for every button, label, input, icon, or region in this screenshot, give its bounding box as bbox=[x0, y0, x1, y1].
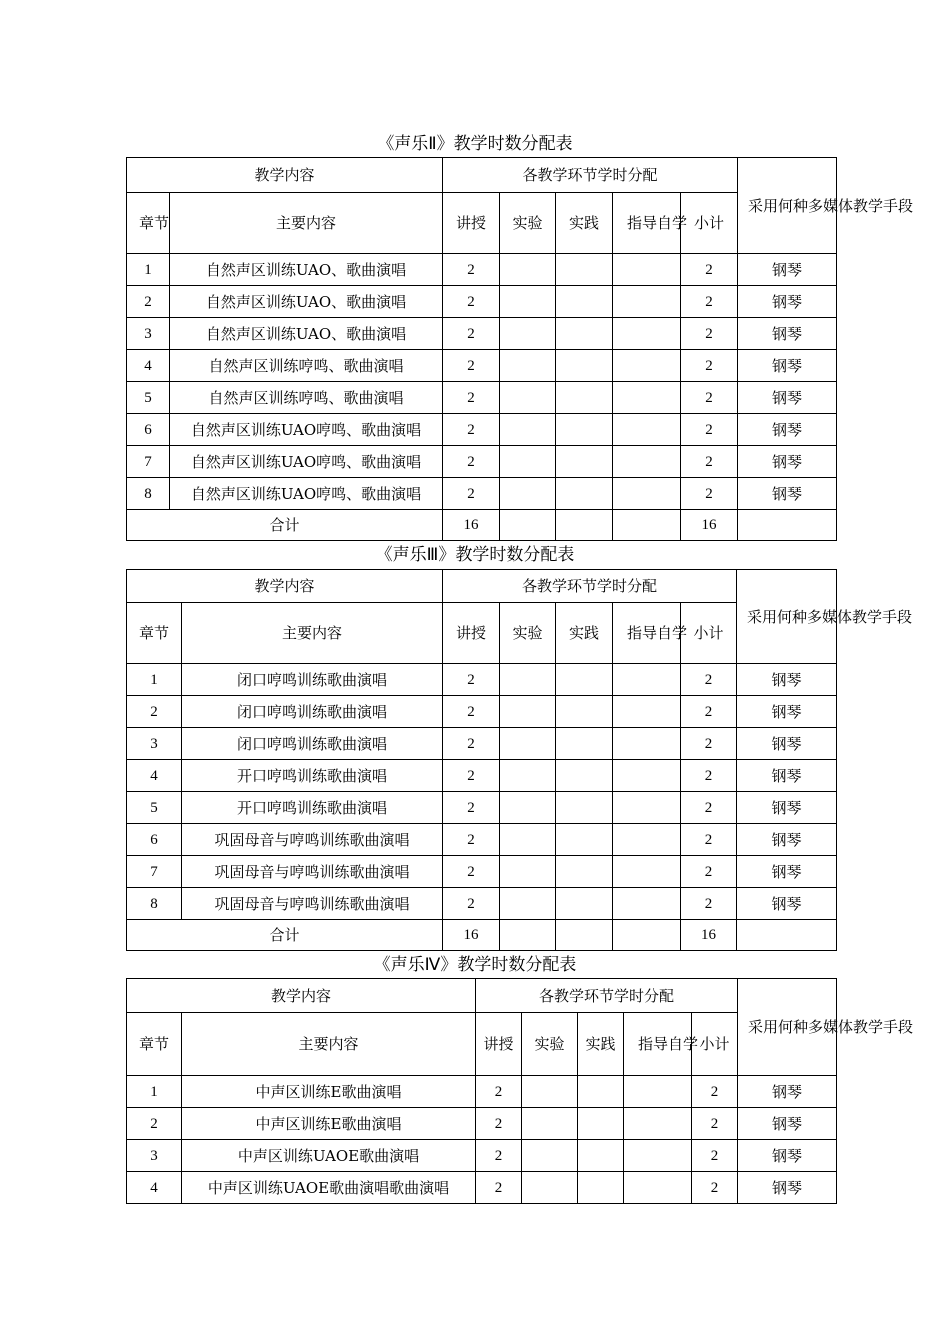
cell-subtotal: 2 bbox=[681, 478, 738, 510]
table-title: 《声乐Ⅱ》教学时数分配表 bbox=[377, 134, 573, 154]
total-media bbox=[737, 920, 837, 951]
cell-guided-study bbox=[613, 382, 681, 414]
cell-guided-study bbox=[613, 696, 681, 728]
cell-practice bbox=[556, 856, 613, 888]
header-experiment: 实验 bbox=[500, 193, 556, 254]
cell-practice bbox=[578, 1076, 624, 1108]
cell-guided-study bbox=[613, 888, 681, 920]
cell-lecture: 2 bbox=[443, 478, 500, 510]
cell-experiment bbox=[500, 888, 556, 920]
cell-experiment bbox=[500, 696, 556, 728]
cell-guided-study bbox=[624, 1172, 692, 1204]
schedule-table bbox=[126, 978, 914, 1204]
table-row bbox=[127, 696, 837, 728]
cell-practice bbox=[556, 792, 613, 824]
cell-chapter: 5 bbox=[127, 792, 182, 824]
cell-guided-study bbox=[613, 728, 681, 760]
table-row bbox=[127, 350, 837, 382]
cell-content: 中声区训练UAOE歌曲演唱 bbox=[182, 1140, 476, 1172]
cell-lecture: 2 bbox=[443, 760, 500, 792]
cell-subtotal: 2 bbox=[692, 1108, 738, 1140]
cell-practice bbox=[556, 254, 613, 286]
cell-lecture: 2 bbox=[443, 286, 500, 318]
table-row bbox=[127, 664, 837, 696]
cell-subtotal: 2 bbox=[681, 446, 738, 478]
total-media bbox=[738, 510, 837, 541]
cell-experiment bbox=[500, 318, 556, 350]
cell-chapter: 4 bbox=[127, 760, 182, 792]
cell-lecture: 2 bbox=[476, 1076, 522, 1108]
cell-practice bbox=[556, 478, 613, 510]
cell-content: 巩固母音与哼鸣训练歌曲演唱 bbox=[182, 856, 443, 888]
table-row bbox=[127, 792, 837, 824]
cell-media: 钢琴 bbox=[737, 824, 837, 856]
cell-subtotal: 2 bbox=[681, 888, 737, 920]
cell-practice bbox=[556, 446, 613, 478]
cell-chapter: 5 bbox=[127, 382, 170, 414]
cell-lecture: 2 bbox=[443, 728, 500, 760]
table-row bbox=[127, 856, 837, 888]
cell-chapter: 2 bbox=[127, 1108, 182, 1140]
cell-subtotal: 2 bbox=[681, 382, 738, 414]
cell-guided-study bbox=[613, 478, 681, 510]
cell-subtotal: 2 bbox=[681, 696, 737, 728]
cell-chapter: 2 bbox=[127, 696, 182, 728]
total-subtotal: 16 bbox=[681, 510, 738, 541]
cell-experiment bbox=[500, 478, 556, 510]
header-subtotal: 小计 bbox=[681, 603, 737, 664]
cell-chapter: 6 bbox=[127, 414, 170, 446]
cell-chapter: 1 bbox=[127, 664, 182, 696]
header-subtotal: 小计 bbox=[681, 193, 738, 254]
header-content: 教学内容 bbox=[127, 158, 443, 193]
cell-content: 自然声区训练UAO哼鸣、歌曲演唱 bbox=[170, 478, 443, 510]
cell-media: 钢琴 bbox=[737, 728, 837, 760]
cell-content: 开口哼鸣训练歌曲演唱 bbox=[182, 760, 443, 792]
cell-content: 自然声区训练UAO、歌曲演唱 bbox=[170, 254, 443, 286]
cell-lecture: 2 bbox=[443, 318, 500, 350]
cell-media: 钢琴 bbox=[737, 792, 837, 824]
cell-experiment bbox=[500, 414, 556, 446]
schedule-table bbox=[126, 157, 914, 541]
cell-media: 钢琴 bbox=[737, 856, 837, 888]
cell-guided-study bbox=[613, 414, 681, 446]
cell-experiment bbox=[500, 350, 556, 382]
cell-media: 钢琴 bbox=[737, 696, 837, 728]
total-practice bbox=[556, 920, 613, 951]
header-allocation: 各教学环节学时分配 bbox=[443, 570, 737, 603]
cell-experiment bbox=[500, 792, 556, 824]
table-row bbox=[127, 286, 837, 318]
cell-content: 自然声区训练UAO、歌曲演唱 bbox=[170, 318, 443, 350]
cell-guided-study bbox=[624, 1076, 692, 1108]
header-guided-study: 指导自学 bbox=[624, 1013, 692, 1076]
header-media: 采用何种多媒体教学手段 bbox=[737, 570, 837, 664]
cell-subtotal: 2 bbox=[681, 824, 737, 856]
header-main-content: 主要内容 bbox=[170, 193, 443, 254]
total-row bbox=[127, 920, 837, 951]
cell-media: 钢琴 bbox=[738, 1076, 837, 1108]
cell-media: 钢琴 bbox=[738, 350, 837, 382]
cell-content: 闭口哼鸣训练歌曲演唱 bbox=[182, 728, 443, 760]
cell-media: 钢琴 bbox=[738, 382, 837, 414]
cell-lecture: 2 bbox=[443, 792, 500, 824]
cell-guided-study bbox=[613, 350, 681, 382]
cell-practice bbox=[556, 888, 613, 920]
cell-subtotal: 2 bbox=[681, 728, 737, 760]
cell-chapter: 2 bbox=[127, 286, 170, 318]
cell-experiment bbox=[522, 1076, 578, 1108]
cell-chapter: 4 bbox=[127, 350, 170, 382]
cell-media: 钢琴 bbox=[738, 478, 837, 510]
total-experiment bbox=[500, 920, 556, 951]
cell-experiment bbox=[500, 446, 556, 478]
cell-practice bbox=[556, 350, 613, 382]
table-row bbox=[127, 1108, 837, 1140]
cell-media: 钢琴 bbox=[737, 760, 837, 792]
cell-guided-study bbox=[613, 856, 681, 888]
header-practice: 实践 bbox=[556, 603, 613, 664]
cell-lecture: 2 bbox=[443, 350, 500, 382]
table-row bbox=[127, 1076, 837, 1108]
header-main-content: 主要内容 bbox=[182, 1013, 476, 1076]
cell-media: 钢琴 bbox=[737, 888, 837, 920]
cell-content: 自然声区训练哼鸣、歌曲演唱 bbox=[170, 350, 443, 382]
cell-chapter: 6 bbox=[127, 824, 182, 856]
header-guided-study: 指导自学 bbox=[613, 193, 681, 254]
cell-subtotal: 2 bbox=[681, 664, 737, 696]
table-row bbox=[127, 382, 837, 414]
cell-experiment bbox=[500, 824, 556, 856]
cell-lecture: 2 bbox=[443, 696, 500, 728]
cell-subtotal: 2 bbox=[692, 1076, 738, 1108]
table-row bbox=[127, 318, 837, 350]
cell-guided-study bbox=[613, 664, 681, 696]
cell-media: 钢琴 bbox=[737, 664, 837, 696]
cell-subtotal: 2 bbox=[681, 856, 737, 888]
cell-media: 钢琴 bbox=[738, 1140, 837, 1172]
header-practice: 实践 bbox=[578, 1013, 624, 1076]
cell-subtotal: 2 bbox=[692, 1140, 738, 1172]
cell-subtotal: 2 bbox=[681, 760, 737, 792]
schedule-table bbox=[126, 569, 913, 951]
cell-chapter: 8 bbox=[127, 478, 170, 510]
cell-practice bbox=[556, 286, 613, 318]
cell-chapter: 3 bbox=[127, 728, 182, 760]
header-main-content: 主要内容 bbox=[182, 603, 443, 664]
cell-lecture: 2 bbox=[443, 888, 500, 920]
cell-experiment bbox=[500, 856, 556, 888]
cell-experiment bbox=[500, 728, 556, 760]
cell-subtotal: 2 bbox=[681, 318, 738, 350]
total-lecture: 16 bbox=[443, 510, 500, 541]
cell-content: 巩固母音与哼鸣训练歌曲演唱 bbox=[182, 888, 443, 920]
cell-experiment bbox=[500, 760, 556, 792]
cell-guided-study bbox=[613, 824, 681, 856]
header-media: 采用何种多媒体教学手段 bbox=[738, 979, 837, 1076]
header-chapter: 章节 bbox=[127, 603, 182, 664]
cell-subtotal: 2 bbox=[681, 792, 737, 824]
cell-lecture: 2 bbox=[443, 414, 500, 446]
cell-practice bbox=[556, 664, 613, 696]
cell-practice bbox=[556, 696, 613, 728]
cell-chapter: 7 bbox=[127, 446, 170, 478]
header-content: 教学内容 bbox=[127, 979, 476, 1013]
header-practice: 实践 bbox=[556, 193, 613, 254]
cell-practice bbox=[556, 318, 613, 350]
cell-content: 自然声区训练哼鸣、歌曲演唱 bbox=[170, 382, 443, 414]
cell-chapter: 4 bbox=[127, 1172, 182, 1204]
cell-chapter: 1 bbox=[127, 1076, 182, 1108]
cell-experiment bbox=[500, 254, 556, 286]
cell-experiment bbox=[522, 1108, 578, 1140]
cell-guided-study bbox=[613, 792, 681, 824]
table-row bbox=[127, 888, 837, 920]
cell-practice bbox=[578, 1108, 624, 1140]
cell-content: 闭口哼鸣训练歌曲演唱 bbox=[182, 696, 443, 728]
cell-media: 钢琴 bbox=[738, 446, 837, 478]
cell-guided-study bbox=[613, 760, 681, 792]
total-guided-study bbox=[613, 920, 681, 951]
cell-media: 钢琴 bbox=[738, 318, 837, 350]
cell-guided-study bbox=[613, 318, 681, 350]
cell-chapter: 3 bbox=[127, 318, 170, 350]
cell-experiment bbox=[500, 286, 556, 318]
cell-chapter: 1 bbox=[127, 254, 170, 286]
cell-practice bbox=[556, 382, 613, 414]
cell-subtotal: 2 bbox=[681, 414, 738, 446]
cell-media: 钢琴 bbox=[738, 414, 837, 446]
cell-practice bbox=[556, 728, 613, 760]
cell-practice bbox=[578, 1172, 624, 1204]
cell-lecture: 2 bbox=[443, 824, 500, 856]
cell-content: 自然声区训练UAO、歌曲演唱 bbox=[170, 286, 443, 318]
table-row bbox=[127, 414, 837, 446]
header-allocation: 各教学环节学时分配 bbox=[443, 158, 738, 193]
cell-content: 自然声区训练UAO哼鸣、歌曲演唱 bbox=[170, 414, 443, 446]
cell-subtotal: 2 bbox=[681, 350, 738, 382]
header-lecture: 讲授 bbox=[443, 603, 500, 664]
total-experiment bbox=[500, 510, 556, 541]
table-row bbox=[127, 254, 837, 286]
cell-content: 自然声区训练UAO哼鸣、歌曲演唱 bbox=[170, 446, 443, 478]
cell-lecture: 2 bbox=[443, 446, 500, 478]
total-practice bbox=[556, 510, 613, 541]
cell-experiment bbox=[522, 1172, 578, 1204]
cell-media: 钢琴 bbox=[738, 1108, 837, 1140]
total-lecture: 16 bbox=[443, 920, 500, 951]
cell-lecture: 2 bbox=[443, 664, 500, 696]
cell-experiment bbox=[500, 664, 556, 696]
cell-guided-study bbox=[613, 286, 681, 318]
table-row bbox=[127, 1140, 837, 1172]
table-row bbox=[127, 478, 837, 510]
cell-chapter: 7 bbox=[127, 856, 182, 888]
cell-subtotal: 2 bbox=[692, 1172, 738, 1204]
cell-practice bbox=[556, 824, 613, 856]
cell-subtotal: 2 bbox=[681, 286, 738, 318]
cell-content: 中声区训练E歌曲演唱 bbox=[182, 1076, 476, 1108]
cell-lecture: 2 bbox=[476, 1140, 522, 1172]
cell-lecture: 2 bbox=[476, 1172, 522, 1204]
table-title: 《声乐Ⅳ》教学时数分配表 bbox=[373, 955, 577, 975]
cell-lecture: 2 bbox=[443, 856, 500, 888]
cell-experiment bbox=[522, 1140, 578, 1172]
total-label: 合计 bbox=[127, 510, 443, 541]
total-row bbox=[127, 510, 837, 541]
cell-media: 钢琴 bbox=[738, 254, 837, 286]
cell-lecture: 2 bbox=[443, 254, 500, 286]
cell-chapter: 8 bbox=[127, 888, 182, 920]
header-allocation: 各教学环节学时分配 bbox=[476, 979, 738, 1013]
table-row bbox=[127, 728, 837, 760]
table-row bbox=[127, 824, 837, 856]
cell-guided-study bbox=[613, 446, 681, 478]
cell-content: 开口哼鸣训练歌曲演唱 bbox=[182, 792, 443, 824]
cell-lecture: 2 bbox=[443, 382, 500, 414]
cell-content: 巩固母音与哼鸣训练歌曲演唱 bbox=[182, 824, 443, 856]
cell-content: 闭口哼鸣训练歌曲演唱 bbox=[182, 664, 443, 696]
cell-lecture: 2 bbox=[476, 1108, 522, 1140]
table-row bbox=[127, 760, 837, 792]
cell-media: 钢琴 bbox=[738, 286, 837, 318]
header-chapter: 章节 bbox=[127, 193, 170, 254]
header-lecture: 讲授 bbox=[443, 193, 500, 254]
cell-guided-study bbox=[613, 254, 681, 286]
cell-experiment bbox=[500, 382, 556, 414]
table-row bbox=[127, 446, 837, 478]
header-lecture: 讲授 bbox=[476, 1013, 522, 1076]
cell-chapter: 3 bbox=[127, 1140, 182, 1172]
cell-practice bbox=[556, 760, 613, 792]
header-guided-study: 指导自学 bbox=[613, 603, 681, 664]
header-experiment: 实验 bbox=[500, 603, 556, 664]
header-chapter: 章节 bbox=[127, 1013, 182, 1076]
cell-content: 中声区训练E歌曲演唱 bbox=[182, 1108, 476, 1140]
header-media: 采用何种多媒体教学手段 bbox=[738, 158, 837, 254]
total-guided-study bbox=[613, 510, 681, 541]
cell-practice bbox=[578, 1140, 624, 1172]
cell-practice bbox=[556, 414, 613, 446]
total-label: 合计 bbox=[127, 920, 443, 951]
cell-subtotal: 2 bbox=[681, 254, 738, 286]
cell-content: 中声区训练UAOE歌曲演唱歌曲演唱 bbox=[182, 1172, 476, 1204]
cell-guided-study bbox=[624, 1140, 692, 1172]
table-row bbox=[127, 1172, 837, 1204]
cell-guided-study bbox=[624, 1108, 692, 1140]
header-content: 教学内容 bbox=[127, 570, 443, 603]
cell-media: 钢琴 bbox=[738, 1172, 837, 1204]
header-subtotal: 小计 bbox=[692, 1013, 738, 1076]
header-experiment: 实验 bbox=[522, 1013, 578, 1076]
table-title: 《声乐Ⅲ》教学时数分配表 bbox=[375, 545, 575, 565]
total-subtotal: 16 bbox=[681, 920, 737, 951]
